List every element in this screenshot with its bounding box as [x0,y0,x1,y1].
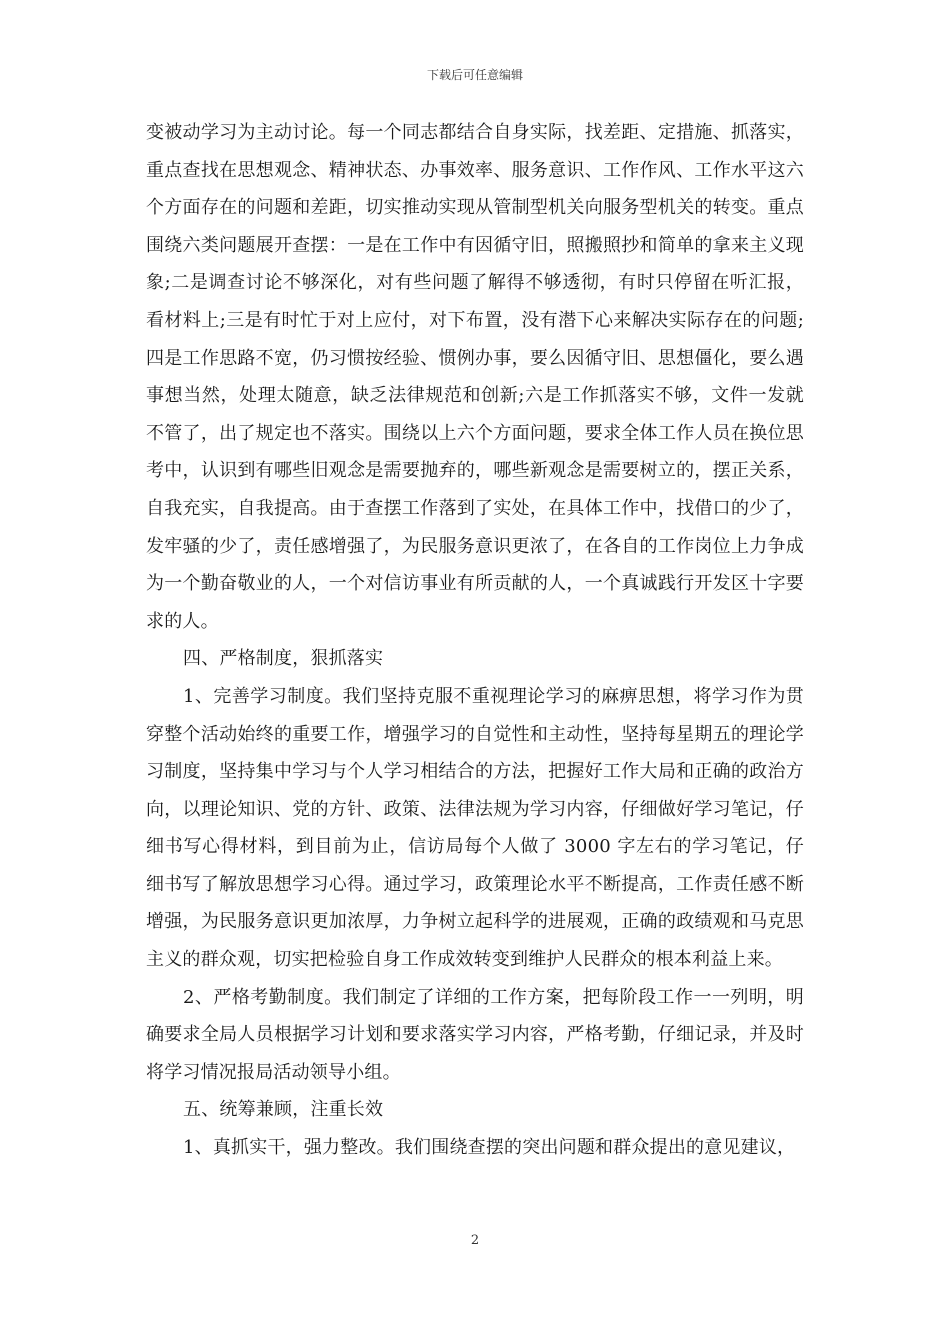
paragraph: 1、完善学习制度。我们坚持克服不重视理论学习的麻痹思想，将学习作为贯穿整个活动始终的重要工作，增强学习的自觉性和主动性，坚持每星期五的理论学习制度，坚持集中学习与个人学习相结合的方法，把握好工作大局和正确的政治方向，以理论知识、党的方针、政策、法律法规为学习内容，仔细做好学习笔记，仔细书写心得材料，到目前为止，信访局每个人做了 3000 字左右的学习笔记，仔细书写了解放思想学习心得。通过学习，政策理论水平不断提高，工作责任感不断增强，为民服务意识更加浓厚，力争树立起科学的进展观，正确的政绩观和马克思主义的群众观，切实把检验自身工作成效转变到维护人民群众的根本利益上来。 [146,685,804,971]
page-header: 下载后可任意编辑 [426,68,523,82]
section-heading: 五、统筹兼顾，注重长效 [183,1099,384,1121]
paragraph: 2、严格考勤制度。我们制定了详细的工作方案，把每阶段工作一一列明，明确要求全局人员根据学习计划和要求落实学习内容，严格考勤，仔细记录，并及时将学习情况报局活动领导小组。 [146,986,804,1083]
paragraph: 变被动学习为主动讨论。每一个同志都结合自身实际，找差距、定措施、抓落实，重点查找在思想观念、精神状态、办事效率、服务意识、工作作风、工作水平这六个方面存在的问题和差距，切实推动实现从管制型机关向服务型机关的转变。重点围绕六类问题展开查摆：一是在工作中有因循守旧，照搬照抄和简单的拿来主义现象;二是调查讨论不够深化，对有些问题了解得不够透彻，有时只停留在听汇报，看材料上;三是有时忙于对上应付，对下布置，没有潜下心来解决实际存在的问题;四是工作思路不宽，仍习惯按经验、惯例办事，要么因循守旧、思想僵化，要么遇事想当然，处理太随意，缺乏法律规范和创新;六是工作抓落实不够，文件一发就不管了，出了规定也不落实。围绕以上六个方面问题，要求全体工作人员在换位思考中，认识到有哪些旧观念是需要抛弃的，哪些新观念是需要树立的，摆正关系，自我充实，自我提高。由于查摆工作落到了实处，在具体工作中，找借口的少了，发牢骚的少了，责任感增强了，为民服务意识更浓了，在各自的工作岗位上力争成为一个勤奋敬业的人，一个对信访事业有所贡献的人，一个真诚践行开发区十字要求的人。 [146,122,804,632]
section-heading: 四、严格制度，狠抓落实 [183,648,384,670]
paragraph: 1、真抓实干，强力整改。我们围绕查摆的突出问题和群众提出的意见建议， [183,1137,796,1159]
document-body [146,114,804,1167]
page-number: 2 [470,1233,480,1248]
